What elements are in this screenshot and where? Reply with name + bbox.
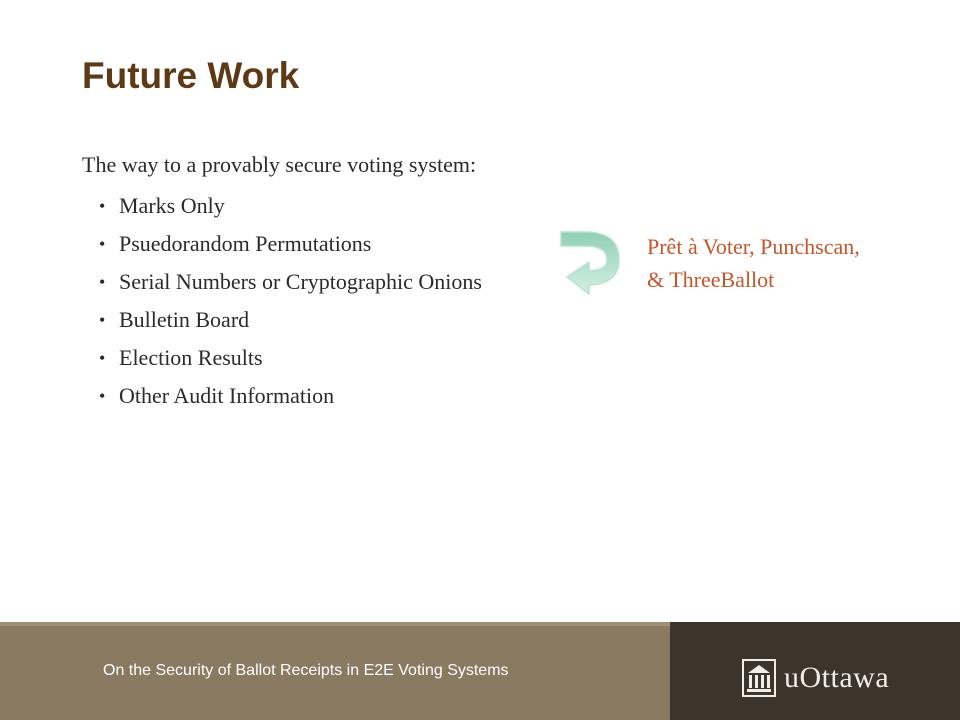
footer-caption: On the Security of Ballot Receipts in E2E Voting Systems [103,662,509,679]
university-logo [742,658,889,698]
bullet-icon: • [99,386,106,406]
bullet-text: Serial Numbers or Cryptographic Onions [119,269,482,294]
bullet-icon: • [99,310,106,330]
bullet-list [82,189,482,417]
slide-title: Future Work [82,55,300,96]
note-line-2: & ThreeBallot [647,267,775,292]
bullet-icon: • [99,272,106,292]
bullet-text: Election Results [119,345,263,370]
bullet-icon: • [99,234,106,254]
list-item [82,379,482,417]
bullet-text: Bulletin Board [119,307,250,332]
list-item [82,341,482,379]
curved-arrow-icon [553,228,625,298]
list-item [82,303,482,341]
bullet-text: Psuedorandom Permutations [119,231,372,256]
note-line-1: Prêt à Voter, Punchscan, [647,234,860,259]
bullet-icon: • [99,348,106,368]
annotation-note [647,230,860,296]
bullet-icon: • [99,196,106,216]
list-item [82,189,482,227]
intro-text: The way to a provably secure voting system: [82,152,477,177]
list-item [82,227,482,265]
bullet-text: Other Audit Information [119,383,335,408]
list-item [82,265,482,303]
building-icon [742,659,776,697]
logo-text: uOttawa [784,661,890,694]
bullet-text: Marks Only [119,193,225,218]
